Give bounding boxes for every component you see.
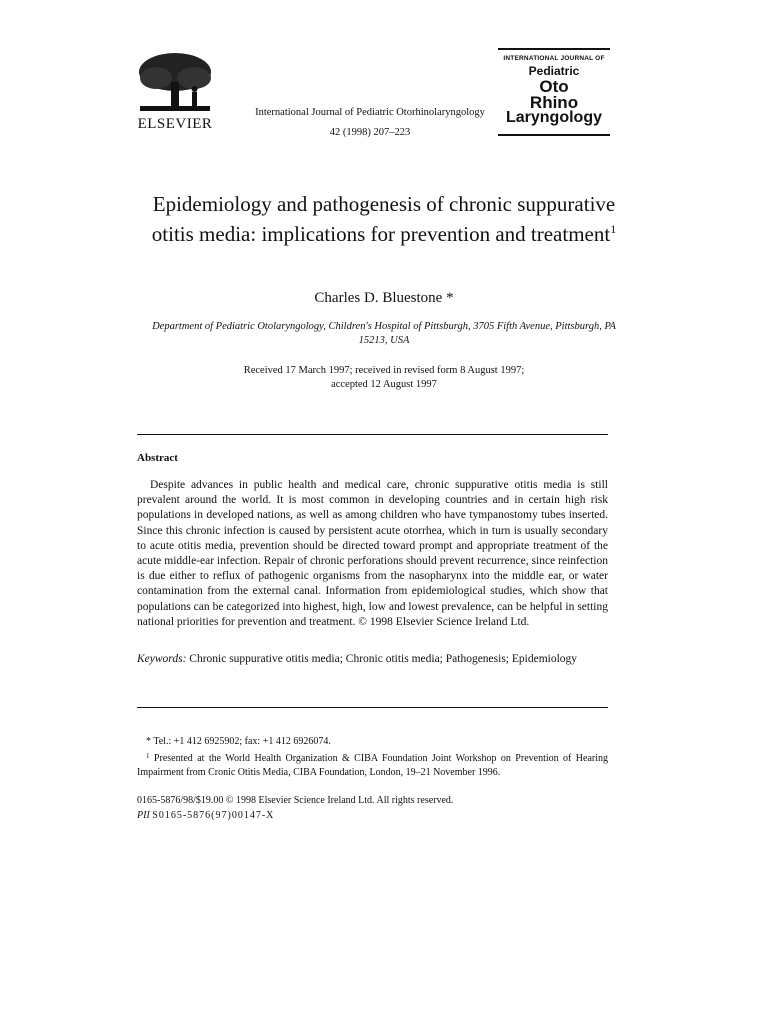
badge-line-1: Pediatric	[528, 64, 580, 78]
top-divider	[137, 434, 608, 435]
author-affiliation: Department of Pediatric Otolaryngology, Children's Hospital of Pittsburgh, 3705 Fifth Avenue, Pittsburgh, PA 15213, USA	[152, 321, 616, 346]
tree-icon	[134, 48, 216, 114]
badge-line-4: Laryngology	[505, 109, 602, 126]
title-footnote-mark: 1	[610, 222, 617, 236]
copyright-line: 0165-5876/98/$19.00 © 1998 Elsevier Science Ireland Ltd. All rights reserved.	[137, 795, 454, 806]
volume-line: 42 (1998) 207–223	[329, 127, 411, 138]
pii-code: S0165-5876(97)00147-X	[152, 810, 275, 821]
dates-received: Received 17 March 1997; received in revised form 8 August 1997;	[243, 365, 525, 376]
keywords-text: Chronic suppurative otitis media; Chronic otitis media; Pathogenesis; Epidemiology	[189, 653, 578, 665]
badge-line-3: Rhino	[529, 93, 579, 112]
pii-label: PII	[137, 810, 150, 821]
copyright-block	[137, 793, 608, 823]
journal-name: International Journal of Pediatric Otorhinolaryngology	[255, 107, 485, 118]
abstract-heading: Abstract	[137, 452, 178, 464]
title-text: Epidemiology and pathogenesis of chronic suppurative otitis media: implications for prevention and treatment	[151, 192, 616, 246]
article-title	[150, 192, 618, 247]
abstract-body: Despite advances in public health and medical care, chronic suppurative otitis media is still prevalent around the world. It is most common in developing countries and in certain high risk populations in developed nations, as well as among children who have tympanostomy tubes inserted. Since this chronic infection is caused by persistent acute otorrhea, which in turn is usually secondary to acute otitis media, prevention should be directed toward prompt and appropriate treatment of the acute middle-ear infection. Repair of chronic perforations should prevent recurrence, since reinfection is due either to reflux of pathogenic organisms from the nasopharynx into the middle ear, or water contamination from the external canal. Information from epidemiological studies, which show that populations can be categorized into highest, high, low and lowest prevalence, can be helpful in setting national priorities for prevention and treatment. © 1998 Elsevier Science Ireland Ltd.	[137, 479, 608, 628]
footnote-contact: * Tel.: +1 412 6925902; fax: +1 412 6926074.	[146, 736, 331, 747]
publisher-logo	[134, 48, 216, 134]
author-name: Charles D. Bluestone *	[314, 290, 454, 306]
footnote-1-mark: 1	[146, 752, 150, 760]
footnotes	[137, 735, 608, 780]
article-dates	[190, 364, 578, 392]
pii-line	[137, 808, 608, 823]
journal-badge	[498, 48, 610, 136]
keywords-label: Keywords:	[137, 653, 187, 665]
footnote-1	[137, 749, 608, 780]
footnote-1-text: Presented at the World Health Organization & CIBA Foundation Joint Workshop on Prevention of Hearing Impairment from Cronic Otitis Media, CIBA Foundation, London, 19–21 November 1996.	[137, 753, 609, 778]
badge-line-2: Oto	[539, 77, 569, 96]
bottom-divider	[137, 707, 608, 708]
dates-accepted: accepted 12 August 1997	[331, 379, 437, 390]
keywords	[137, 652, 608, 667]
journal-citation	[220, 103, 520, 143]
publisher-name: ELSEVIER	[137, 116, 213, 132]
badge-top: INTERNATIONAL JOURNAL OF	[503, 55, 605, 62]
